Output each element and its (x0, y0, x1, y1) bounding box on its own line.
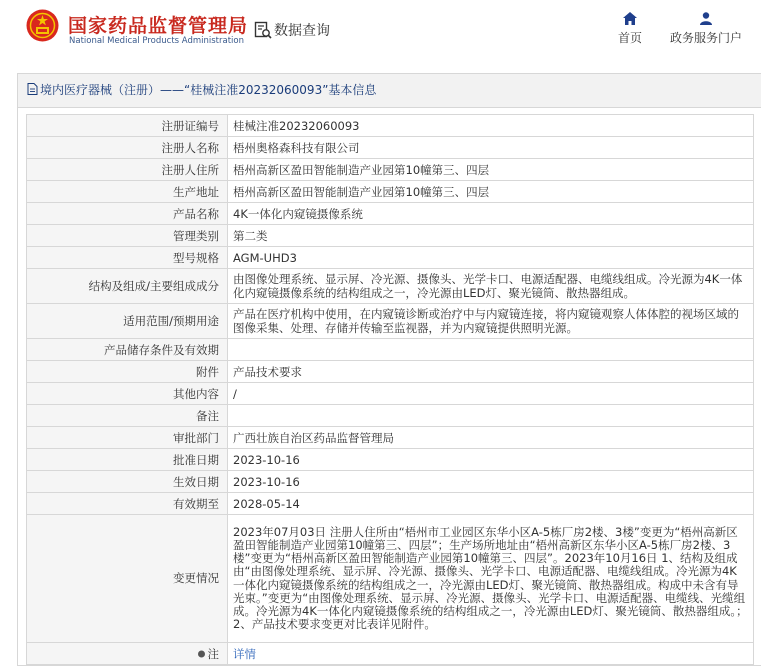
data-query-label: 数据查询 (274, 23, 330, 39)
field-value (228, 339, 754, 361)
field-value: AGM-UHD3 (228, 247, 754, 269)
note-label-cell (27, 643, 228, 665)
field-value: 2023年07月03日 注册人住所由“梧州市工业园区东华小区A-5栋厂房2楼、3楼”变更为“梧州高新区盈田智能制造产业园第10幢第三、四层”；生产场所地址由“梧州高新区东华小区A-5栋厂房2楼、3楼”变更为“梧州高新区盈田智能制造产业园第10幢第三、四层”。2023年10月16日 1、结构及组成由“由图像处理系统、显示屏、冷光源、摄像头、光学卡口、电源适配器、电缆线组成。冷光源为4K一体化内窥镜摄像系统的结构组成之一，冷光源由LED灯、聚光镜筒、散热器组成。构成中未含有导光束。”变更为“由图像处理系统、显示屏、冷光源、摄像头、光学卡口、电源适配器、电缆线、光缆组成。冷光源为4K一体化内窥镜摄像系统的结构组成之一，冷光源由LED灯、聚光镜筒、散热器组成。；2、产品技术要求变更对比表详见附件。 (228, 515, 754, 643)
table-row (27, 643, 754, 665)
nav-home[interactable] (614, 12, 646, 46)
field-value: 广西壮族自治区药品监督管理局 (228, 427, 754, 449)
table-row (27, 115, 754, 137)
field-label: 管理类别 (27, 225, 228, 247)
nav-gov-portal-label: 政务服务门户 (669, 31, 742, 45)
field-label: 注册人住所 (27, 159, 228, 181)
record-table (26, 114, 754, 665)
field-label: 审批部门 (27, 427, 228, 449)
field-label: 其他内容 (27, 383, 228, 405)
table-row (27, 304, 754, 339)
table-row (27, 159, 754, 181)
field-value: 2023-10-16 (228, 449, 754, 471)
table-row (27, 181, 754, 203)
field-label: 附件 (27, 361, 228, 383)
table-row (27, 247, 754, 269)
page-title-text: 境内医疗器械（注册）——“桂械注准20232060093”基本信息 (40, 83, 377, 97)
document-search-icon (254, 21, 272, 39)
field-label: 产品储存条件及有效期 (27, 339, 228, 361)
table-row (27, 515, 754, 643)
field-value: 梧州高新区盈田智能制造产业园第10幢第三、四层 (228, 181, 754, 203)
field-value: 梧州高新区盈田智能制造产业园第10幢第三、四层 (228, 159, 754, 181)
table-row (27, 225, 754, 247)
field-label: 结构及组成/主要组成成分 (27, 269, 228, 304)
table-row (27, 383, 754, 405)
field-value: 2028-05-14 (228, 493, 754, 515)
nav-home-label: 首页 (617, 31, 642, 45)
field-label: 备注 (27, 405, 228, 427)
field-value (228, 405, 754, 427)
field-label: 生效日期 (27, 471, 228, 493)
site-name: 国家药品监督管理局 (68, 15, 249, 37)
table-row (27, 449, 754, 471)
field-label: 注册证编号 (27, 115, 228, 137)
field-value: 桂械注准20232060093 (228, 115, 754, 137)
table-row (27, 493, 754, 515)
field-label: 产品名称 (27, 203, 228, 225)
document-icon (27, 83, 38, 95)
page-title (18, 74, 761, 108)
note-label: 注 (207, 646, 219, 661)
site-name-english: National Medical Products Administration (69, 36, 244, 46)
table-row (27, 405, 754, 427)
field-label: 有效期至 (27, 493, 228, 515)
nav-gov-portal[interactable] (668, 12, 744, 46)
table-row (27, 427, 754, 449)
field-label: 批准日期 (27, 449, 228, 471)
site-header (0, 0, 761, 62)
field-value: 第二类 (228, 225, 754, 247)
record-panel (17, 73, 761, 666)
note-value-cell (228, 643, 754, 665)
field-value: 由图像处理系统、显示屏、冷光源、摄像头、光学卡口、电源适配器、电缆线组成。冷光源为4K一体化内窥镜摄像系统的结构组成之一，冷光源由LED灯、聚光镜筒、散热器组成。 (228, 269, 754, 304)
field-value: 4K一体化内窥镜摄像系统 (228, 203, 754, 225)
field-label: 型号规格 (27, 247, 228, 269)
detail-link[interactable]: 详情 (233, 646, 256, 661)
table-row (27, 203, 754, 225)
pin-icon (197, 650, 206, 659)
field-value: / (228, 383, 754, 405)
field-label: 生产地址 (27, 181, 228, 203)
user-icon (700, 12, 712, 25)
table-row (27, 471, 754, 493)
field-value: 梧州奥格森科技有限公司 (228, 137, 754, 159)
field-value: 产品技术要求 (228, 361, 754, 383)
field-value: 2023-10-16 (228, 471, 754, 493)
field-label: 注册人名称 (27, 137, 228, 159)
field-value: 产品在医疗机构中使用，在内窥镜诊断或治疗中与内窥镜连接，将内窥镜观察人体体腔的视场区域的图像采集、处理、存储并传输至监视器，并为内窥镜提供照明光源。 (228, 304, 754, 339)
table-row (27, 361, 754, 383)
table-row (27, 269, 754, 304)
table-row (27, 137, 754, 159)
home-icon (623, 12, 637, 25)
data-query-link[interactable] (254, 20, 330, 40)
national-emblem-icon (26, 9, 59, 42)
field-label: 适用范围/预期用途 (27, 304, 228, 339)
field-label: 变更情况 (27, 515, 228, 643)
table-row (27, 339, 754, 361)
